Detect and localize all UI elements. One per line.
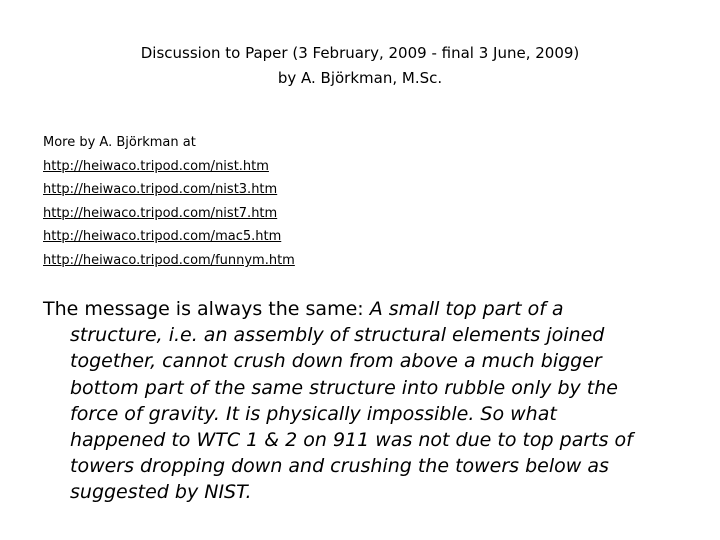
message-line-1: A small top part of a: [369, 298, 564, 320]
title-line-2: by A. Björkman, M.Sc.: [277, 69, 443, 87]
message-paragraph: [43, 296, 683, 506]
message-lead-line: [43, 296, 683, 322]
message-intro: The message is always the same:: [43, 298, 370, 320]
link-nist7[interactable]: http://heiwaco.tripod.com/nist7.htm: [43, 205, 278, 221]
message-line-7: towers dropping down and crushing the towers below as: [70, 455, 609, 478]
document-title: [0, 41, 720, 91]
message-line-5: force of gravity. It is physically impossible. So what: [70, 402, 557, 425]
link-nist3[interactable]: http://heiwaco.tripod.com/nist3.htm: [43, 182, 278, 198]
title-line-1: Discussion to Paper (3 February, 2009 - final 3 June, 2009): [140, 44, 580, 62]
link-nist[interactable]: http://heiwaco.tripod.com/nist.htm: [43, 158, 269, 174]
link-funnym[interactable]: http://heiwaco.tripod.com/funnym.htm: [43, 252, 295, 268]
message-line-4: bottom part of the same structure into rubble only by the: [70, 376, 618, 399]
message-line-3: together, cannot crush down from above a much bigger: [70, 350, 602, 373]
message-line-8: suggested by NIST.: [70, 481, 252, 504]
more-by-label: More by A. Björkman at: [43, 135, 196, 150]
link-mac5[interactable]: http://heiwaco.tripod.com/mac5.htm: [43, 229, 282, 245]
message-line-2: structure, i.e. an assembly of structural elements joined: [70, 324, 605, 347]
more-links-section: [43, 131, 295, 273]
message-line-6: happened to WTC 1 & 2 on 911 was not due to top parts of: [70, 429, 633, 452]
